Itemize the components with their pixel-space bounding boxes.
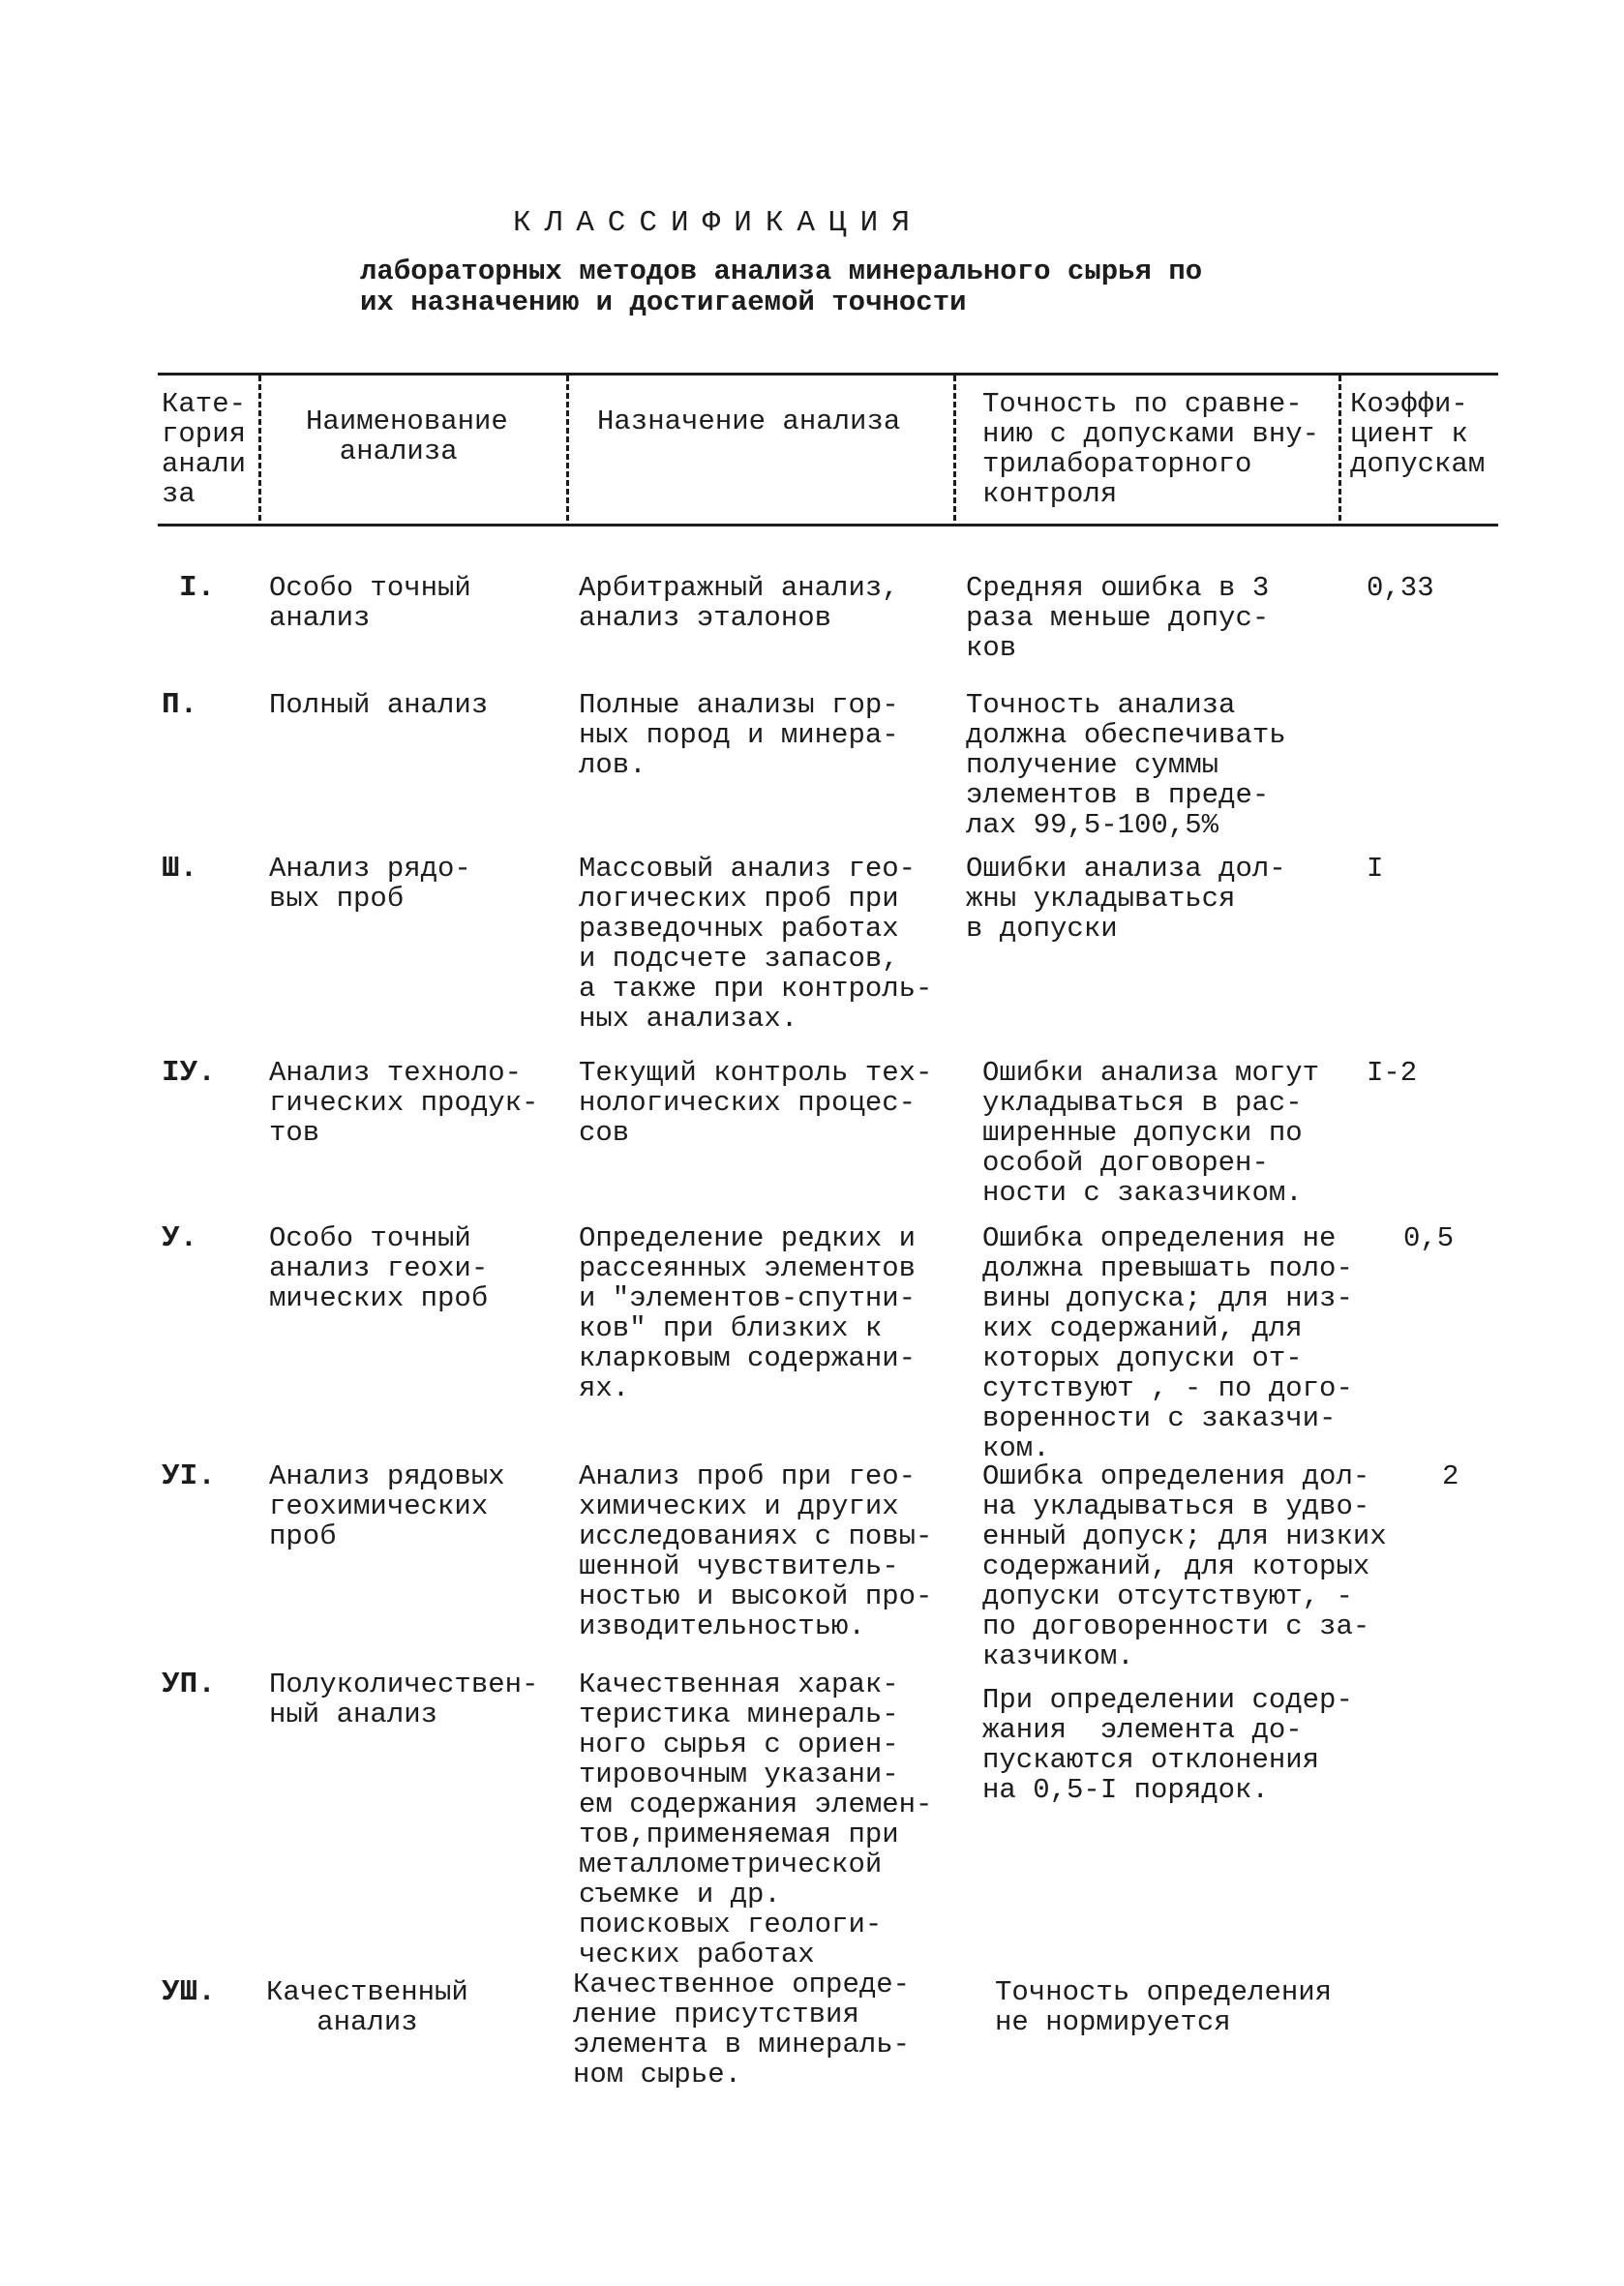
row-accuracy: Ошибки анализа могут укладываться в рас- ширенные допуски по особой договорен- ности с заказчиком.	[982, 1057, 1320, 1209]
row-purpose: Текущий контроль тех- нологических процес- сов	[579, 1057, 933, 1149]
row-name: Качественный анализ	[266, 1976, 468, 2038]
row-purpose: Массовый анализ гео- логических проб при разведочных работах и подсчете запасов, а также при контроль- ных анализах.	[579, 853, 933, 1035]
row-purpose: Качественное опреде- ление присутствия элемента в минераль- ном сырье.	[573, 1969, 911, 2090]
row-category: УП.	[162, 1668, 216, 1701]
row-accuracy: Точность определения не нормируется	[995, 1976, 1333, 2038]
row-name: Анализ рядовых геохимических проб	[269, 1460, 505, 1552]
row-coefficient: 2	[1442, 1460, 1459, 1492]
row-coefficient: I-2	[1367, 1057, 1418, 1089]
row-coefficient: 0,5	[1403, 1222, 1455, 1254]
row-purpose: Качественная харак- теристика минераль- ного сырья с ориен- тировочным указани- ем содержания элемен- тов,применяемая при металлометрической съемке и др. поисковых геологи- ческих работах	[579, 1669, 933, 1970]
row-name: Анализ рядо- вых проб	[269, 853, 471, 915]
row-accuracy: Средняя ошибка в 3 раза меньше допус- ков	[966, 572, 1270, 664]
row-purpose: Арбитражный анализ, анализ эталонов	[579, 572, 899, 634]
row-coefficient: 0,33	[1367, 572, 1434, 604]
column-separator	[953, 376, 956, 521]
header-category: Кате- гория анали за	[162, 388, 247, 510]
header-name: Наименование анализа	[306, 406, 508, 467]
document-subtitle: лабораторных методов анализа минерального сырья по их назначению и достигаемой точности	[360, 256, 1203, 318]
row-accuracy: Точность анализа должна обеспечивать получение суммы элементов в преде- лах 99,5-100,5%	[966, 689, 1286, 841]
row-category: IУ.	[162, 1056, 216, 1090]
column-separator	[566, 376, 569, 521]
row-name: Анализ техноло- гических продук- тов	[269, 1057, 539, 1149]
row-purpose: Анализ проб при гео- химических и других исследованиях с повы- шенной чувствитель- ностью и высокой про- изводительностью.	[579, 1460, 933, 1642]
row-name: Особо точный анализ геохи- мических проб	[269, 1222, 489, 1314]
table-top-rule	[158, 373, 1498, 376]
row-accuracy: Ошибка определения дол- на укладываться в удво- енный допуск; для низких содержаний, для которых допуски отсутствуют, - по договоренности с за- казчиком.	[982, 1460, 1387, 1672]
row-purpose: Определение редких и рассеянных элементов и "элементов-спутни- ков" при близких к кларковым содержани- ях.	[579, 1222, 917, 1404]
row-purpose: Полные анализы гор- ных пород и минера- лов.	[579, 689, 899, 781]
header-purpose: Назначение анализа	[597, 406, 901, 437]
row-category: Ш.	[162, 852, 198, 886]
row-name: Полный анализ	[269, 689, 489, 721]
table-header-rule	[158, 524, 1498, 526]
column-separator	[258, 376, 261, 521]
row-category: П.	[162, 688, 198, 722]
row-coefficient: I	[1367, 853, 1384, 885]
row-category: У.	[162, 1221, 198, 1255]
header-accuracy: Точность по сравне- нию с допусками вну- трилабораторного контроля	[982, 388, 1320, 510]
row-category: I.	[179, 571, 216, 605]
row-category: УI.	[162, 1459, 216, 1493]
header-coefficient: Коэффи- циент к допускам	[1350, 388, 1486, 480]
column-separator	[1338, 376, 1341, 521]
document-title: КЛАССИФИКАЦИЯ	[513, 206, 923, 240]
row-name: Особо точный анализ	[269, 572, 471, 634]
row-accuracy: Ошибки анализа дол- жны укладываться в допуски	[966, 853, 1286, 945]
row-accuracy: При определении содер- жания элемента до- пускаются отклонения на 0,5-I порядок.	[982, 1684, 1353, 1806]
row-category: УШ.	[162, 1975, 216, 2009]
row-name: Полуколичествен- ный анализ	[269, 1669, 539, 1730]
row-accuracy: Ошибка определения не должна превышать поло- вины допуска; для низ- ких содержаний, для которых допуски от- сутствуют , - по дого- воренности с заказчи- ком.	[982, 1222, 1353, 1464]
